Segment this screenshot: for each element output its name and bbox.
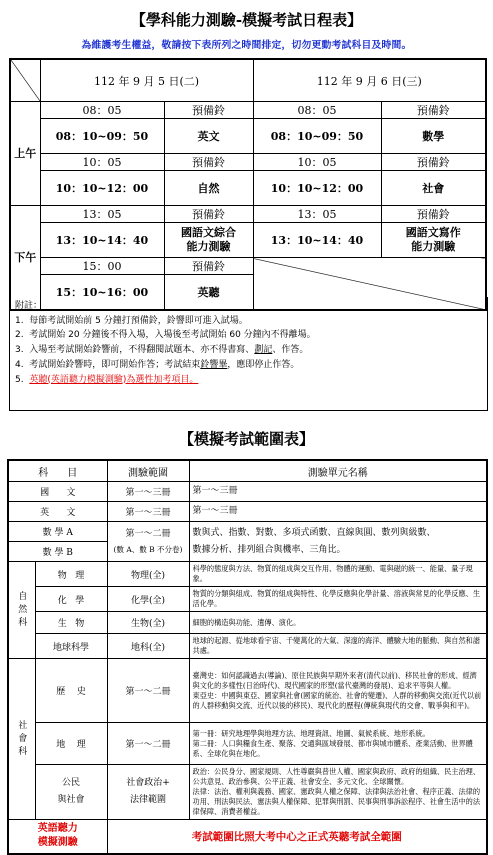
range-chinese: 第一～三冊	[107, 482, 189, 502]
exam-subject: 自然	[164, 171, 253, 206]
range-biology: 生物(全)	[107, 612, 189, 634]
exam-subject: 社會	[381, 171, 486, 206]
bell-label: 預備鈴	[381, 102, 486, 119]
units-physics: 科學的態度與方法、物質的組成與交互作用、物體的運動、電與磁的統一、能量、量子現象。	[189, 562, 487, 587]
range-earth-science: 地科(全)	[107, 634, 189, 659]
subject-math-b: 數 學 B	[8, 542, 107, 562]
bell-label: 預備鈴	[164, 102, 253, 119]
exam-subject: 國語文綜合 能力測驗	[164, 223, 253, 258]
subject-chinese: 國 文	[8, 482, 107, 502]
range-geography: 第一～二冊	[107, 723, 189, 765]
range-table	[7, 459, 488, 855]
header-units: 測驗單元名稱	[189, 460, 487, 482]
exam-time: 13：10~14：40	[40, 223, 164, 258]
units-math: 數與式、指數、對數、多項式函數、直線與圓、數列與級數、 數據分析、排列組合與機率、三角比。	[189, 522, 487, 562]
subject-history: 歷 史	[35, 659, 107, 723]
subject-physics: 物 理	[35, 562, 107, 587]
exam-time: 10：10~12：00	[40, 171, 164, 206]
exam-subject: 國語文寫作 能力測驗	[381, 223, 486, 258]
bell-time: 10：05	[40, 154, 164, 171]
header-subject: 科 目	[8, 460, 107, 482]
day1-header: 112 年 9 月 5 日(二)	[40, 59, 253, 102]
note-item: 1. 每節考試開始前 5 分鐘打預備鈴，鈴響即可進入試場。	[15, 315, 248, 326]
bell-time: 10：05	[253, 154, 381, 171]
exam-time: 13：10~14：40	[253, 223, 381, 258]
units-english: 第一～三冊	[189, 502, 487, 522]
range-civics: 社會政治+ 法律範圍	[107, 765, 189, 820]
exam-subject: 英文	[164, 119, 253, 154]
bell-time: 15：00	[40, 258, 164, 275]
note-item: 2. 考試開始 20 分鐘後不得入場，入場後至考試開始 60 分鐘內不得離場。	[15, 330, 316, 341]
range-chemistry: 化學(全)	[107, 587, 189, 612]
schedule-subtitle: 為維護考生權益，敬請按下表所列之時間排定，切勿更動考試科目及時間。	[81, 40, 412, 51]
range-english-listening: 考試範圍比照大考中心之正式英聽考試全範圍	[107, 820, 487, 854]
category-social: 社會科	[8, 659, 35, 820]
day2-header: 112 年 9 月 6 日(三)	[253, 59, 486, 102]
note-item: 4. 考試開始鈴響時，即可開始作答；考試結束鈴響畢，應即停止作答。	[15, 359, 300, 370]
units-history: 臺灣史：如何認識過去(導論)、原住民族與早期外來者(清代以前)、移民社會的形成、經濟與文化的多樣性(日治時代)、現代國家的形塑(當代臺灣的發展)、追求平等與人權。 東亞史：中國與東亞、國家與社會(國家的統治、社會的變遷)、人群的移動與交流(近代以前的人群移動與交流、近代以後的移民)、現代化的歷程(傳統與現代的交會、戰爭與和平)。	[189, 659, 487, 723]
notes-head: 附註：	[15, 301, 43, 311]
units-geography: 第一冊：研究地理學與地理方法、地理資訊、地圖、氣候系統、地形系統。 第二冊：人口與糧食生產、聚落、交通與區域發展、都市與城市體系、產業活動、世界體系、全球化與在地化。	[189, 723, 487, 765]
range-history: 第一～二冊	[107, 659, 189, 723]
subject-chemistry: 化 學	[35, 587, 107, 612]
exam-time: 15：10~16：00	[40, 275, 164, 311]
bell-label: 預備鈴	[164, 206, 253, 223]
subject-biology: 生 物	[35, 612, 107, 634]
morning-label: 上午	[10, 102, 40, 206]
units-biology: 細胞的構造與功能、遺傳、演化。	[189, 612, 487, 634]
subject-civics: 公民 與社會	[35, 765, 107, 820]
range-physics: 物理(全)	[107, 562, 189, 587]
note-item: 3. 入場至考試開始鈴響前，不得翻閱試題本、亦不得書寫、劃記、作答。	[15, 345, 309, 356]
bell-time: 13：05	[253, 206, 381, 223]
range-math: 第一～二冊 (數 A、數 B 不分卷)	[107, 522, 189, 562]
corner-cell	[10, 59, 40, 102]
note-item: 5. 英聽(英語聽力模擬測驗)為選性加考項目。	[15, 374, 199, 385]
exam-subject: 數學	[381, 119, 486, 154]
units-chemistry: 物質的分類與組成、物質的組成與特性、化學反應與化學計量、溶液與常見的化學反應、生活化學。	[189, 587, 487, 612]
bell-label: 預備鈴	[164, 154, 253, 171]
range-english: 第一～三冊	[107, 502, 189, 522]
exam-time: 10：10~12：00	[253, 171, 381, 206]
subject-english-listening: 英語聽力 模擬測驗	[8, 820, 107, 854]
category-science: 自然科	[8, 562, 35, 659]
bell-time: 08：05	[253, 102, 381, 119]
subject-math-a: 數 學 A	[8, 522, 107, 542]
bell-label: 預備鈴	[381, 154, 486, 171]
schedule-title: 【學科能力測驗-模擬考試日程表】	[130, 11, 363, 29]
exam-subject: 英聽	[164, 275, 253, 311]
bell-time: 13：05	[40, 206, 164, 223]
afternoon-label: 下午	[10, 206, 40, 311]
units-earth-science: 地球的起源、從地球看宇宙、千變萬化的大氣、深邃的海洋、體驗大地的脈動、與自然和諧共處。	[189, 634, 487, 659]
units-civics: 政治：公民身分、國家規則、人性尊嚴與普世人權、國家與政府、政府的組織、民主治理、公共意見、政治參與、公平正義、社會安全、多元文化、全球關懷。 法律：法治、權利與義務、國家、憲政與人權之保障、法律與法治社會、程序正義、法律的功用、刑法與民法、憲法與人權保障、犯罪與刑罰、民事與刑事訴訟程序、社會生活中的法律保障、消費者權益。	[189, 765, 487, 820]
subject-earth-science: 地球科學	[35, 634, 107, 659]
schedule-table	[9, 58, 487, 311]
exam-time: 08：10~09：50	[40, 119, 164, 154]
subject-english: 英 文	[8, 502, 107, 522]
header-range: 測驗範圍	[107, 460, 189, 482]
subject-geography: 地 理	[35, 723, 107, 765]
bell-label: 預備鈴	[164, 258, 253, 275]
bell-label: 預備鈴	[381, 206, 486, 223]
range-title: 【模擬考試範圍表】	[178, 430, 314, 448]
exam-time: 08：10~09：50	[253, 119, 381, 154]
bell-time: 08：05	[40, 102, 164, 119]
units-chinese: 第一～三冊	[189, 482, 487, 502]
notes-box	[9, 297, 488, 411]
